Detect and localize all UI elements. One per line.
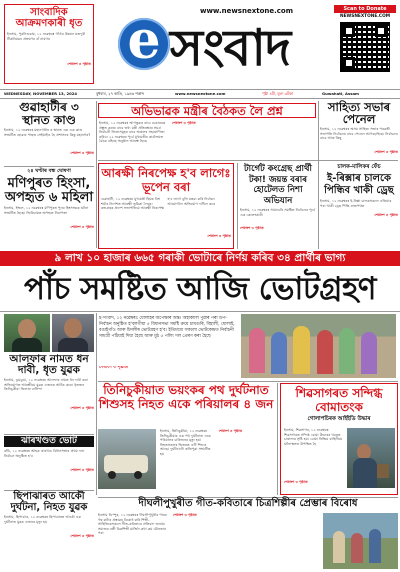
left-story-1-more[interactable]: শেষাংশ ৩ পৃষ্ঠাত — [70, 151, 94, 156]
qr-code-icon[interactable] — [340, 22, 390, 72]
dighalipukhuri-story — [98, 499, 398, 571]
jharkhand-text: ৰাঁচি, ১২ নৱেম্বৰঃ আহক ঝাৰখণ্ড বিধানসভাৰ প্ৰথম দফা নিৰ্বাচন অনুষ্ঠিত হ'ব — [4, 449, 85, 459]
police-story-text: গুৱাহাটী, ১২ নৱেম্বৰঃ মুখ্যমন্ত্ৰী হিমন্ত বিশ্ব শৰ্মাৰ নিৰ্দেশত আৰক্ষী ভূমিকা লৈছে। কংগ্ৰেছৰ প্ৰদেশ সভাপতিয়ে আৰক্ষী নিৰপেক্ষ হ'ব লাগে বুলি মন্তব্য কৰি নিৰ্বাচন আয়োগলৈ অভিযোগ দাখিল কৰে — [101, 197, 215, 211]
lead-headline[interactable]: পাঁচ সমষ্টিত আজি ভোটগ্ৰহণ — [23, 271, 377, 307]
bomb-text: ইনসাম, শিৱসাগৰ, ১২ নৱেম্বৰঃ শিৱসাগৰত সন্দিগ্ধ বোমা উদ্ধাৰৰ খবৰত চাঞ্চল্যৰ সৃষ্টি হয়। বোমা নিষ্ক্ৰিয় বাহিনীয়ে ঘটনাস্থলত উপস্থিত হৈ — [284, 428, 343, 446]
right-top-title[interactable]: সাহিত্য সভাৰ পেনেল — [327, 100, 391, 127]
divider — [237, 163, 238, 249]
masthead-left-box — [4, 4, 94, 84]
police-story-more[interactable]: শেষাংশ ৩ পৃষ্ঠাত — [207, 234, 231, 238]
sipajhar-title[interactable]: ছিপাঝাৰত আকৌ দুৰ্ঘটনা, নিহত যুৱক — [10, 491, 88, 513]
dighalipukhuri-photo — [323, 513, 398, 569]
alfa-story-title[interactable]: আলফাৰ নামত ধন দাবী, ধৃত যুৱক — [9, 353, 89, 377]
jharkhand-more[interactable]: শেষাংশ ৩ পৃষ্ঠাত — [70, 468, 94, 473]
divider — [96, 313, 97, 495]
center-top-more[interactable]: শেষাংশ ৩ পৃষ্ঠাত — [172, 121, 196, 125]
police-story-title[interactable]: আৰক্ষী নিৰপেক্ষ হ'ব লাগেঃ ভূপেন বৰা — [101, 166, 231, 194]
accident-text: ইনসাম, তিনিচুকীয়া, ১২ নৱেম্বৰঃ তিনিচুকীয়াৰ এক পথ দুৰ্ঘটনাত একে পৰিয়ালৰ চাৰিজনৰ মৃত্যু হয়। নিহতসকলৰ ভিতৰত এটি শিশুও আছে। দুৰ্ঘটনাটো ৰাতিপুৱা সংঘটিত হয় — [160, 429, 211, 456]
target-story — [240, 164, 316, 249]
police-story-box — [98, 163, 234, 249]
divider — [277, 383, 278, 495]
voter-strip-text: ৯ লাখ ১০ হাজাৰ ৬৬৫ গৰাকী ভোটাৰে নিৰ্ণয় কৰিব ৩৪ প্ৰাৰ্থীৰ ভাগ্য — [54, 252, 346, 264]
dateline-date: WEDNESDAY, NOVEMBER 13, 2024 — [4, 91, 78, 96]
bomb-photo — [347, 428, 395, 488]
divider — [4, 434, 94, 435]
jharkhand-title[interactable]: ঝাৰখণ্ডত ভোট — [4, 436, 94, 447]
masthead-left-more[interactable]: শেষাংশ ৩ পৃষ্ঠাত — [67, 62, 91, 66]
masthead — [0, 0, 400, 86]
left-story-1-text: ইনসাম, ১২ নৱেম্বৰঃ মহানগৰীৰ ৩ স্থানত এক এক কাণ্ড সংঘটিত হোৱাৰ পাছত সেইয়াইও হৈ প্ৰশাসনৰ কিন্তু মহানগৰ? — [4, 128, 91, 137]
bomb-story — [280, 383, 398, 495]
dateline-assamese-date: বুধবাৰ, ২৭ কাতি, ১৯৪৬ শকাব্দ — [96, 91, 144, 96]
alfa-story-text: ইনসাম, ডুমডুমা, ১২ নৱেম্বৰঃ আলফাৰ নামত ধন দাবী কৰা অভিযোগত আৰক্ষীয়ে যুৱক এজনক আটক কৰে। ধৃতজন তিনিচুকীয়া জিলাৰ বাসিন্দা — [4, 378, 88, 392]
left-story-1-title[interactable]: গুৱাহাটীৰ ৩ স্থানত কাণ্ড — [19, 100, 79, 127]
divider — [98, 381, 398, 382]
dateline-place: Guwahati, Assam — [322, 91, 360, 96]
divider — [318, 101, 319, 165]
bomb-subtitle: গোলাপচিৰক আইইডি উদ্ধাৰ — [307, 416, 371, 422]
sipajhar-text: ইনসাম, ছিপাঝাৰ, ১২ নৱেম্বৰঃ ছিপাঝাৰত আকৌ এক দুৰ্ঘটনাত যুৱক এজনৰ মৃত্যু হয় — [4, 515, 82, 524]
jharkhand-story — [4, 436, 94, 488]
masthead-website[interactable]: www.newsnextone.com — [200, 7, 294, 15]
divider — [318, 163, 319, 249]
target-story-more[interactable]: শেষাংশ ৩ পৃষ্ঠাত — [240, 226, 264, 230]
bomb-body — [284, 428, 344, 490]
center-top-body — [99, 121, 315, 155]
erickshaw-text: ইনসাম, ১২ নৱেম্বৰঃ ই-ৰিক্সা চালকসকলে এতিয়াৰ পৰা খাকী ড্ৰেছ পিন্ধি ৰাজপথত — [320, 199, 392, 208]
lead-text: ই-সংবাদ, ১২ নৱেম্বৰঃ ধোলাইৰ অপেক্ষাৰ অন্ত। অহাকালি পুৱাৰ পৰা উপ-নিৰ্বাচন অনুষ্ঠিত হ'বলগীয়া ৫ বিধানসভা সমষ্টি ক্ৰমে চামগুৰি, বিহালী, ধোলাই, বঙাইগাঁও আৰু চিদলীৰ ভোটগ্ৰহণ হ'ব। ইতিমধ্যে সকলো ভোটকেন্দ্ৰত নিৰ্বাচনী সামগ্ৰী পঠিয়াই দিয়া হৈছে আৰু মুঠ ৫ পলিং দল প্ৰেৰণ কৰা হৈছে — [99, 316, 235, 339]
center-banner-text: অভিভাৱক মন্ত্ৰীৰ বৈঠকত লৈ প্ৰশ্ন — [131, 104, 283, 118]
right-top-story — [320, 101, 398, 165]
alfa-photo-2 — [52, 314, 94, 352]
center-top-text: ইনসাম, ১২ নৱেম্বৰঃ আগন্তুকৰ বাবে চেকাৰৰক প্ৰস্তুত কৰাৰ বাবে তথ্য মন্ত্ৰী প্ৰতিৰক্ষাৰ সমগ্ৰ নিৰ্বাচনী জিলাসমূহৰ বাবে অঞ্চলৰ সহযোগিতা কৰিব। ২২ নৱেম্বৰৰ পূৰ্বে মুখ্যমন্ত্ৰীৰ কাৰ্যালয়ত বৈঠক বহিছে অনুষ্ঠান আৰম্ভ হৈছে — [99, 121, 166, 144]
divider — [96, 101, 97, 248]
donate-site: NEWSNEXTONE.COM — [339, 14, 391, 19]
erickshaw-title[interactable]: ই-ৰিক্সাৰ চালকে পিন্ধিব খাকী ড্ৰেছ — [324, 173, 394, 196]
voter-strip[interactable] — [0, 251, 400, 266]
erickshaw-more[interactable]: শেষাংশ ৩ পৃষ্ঠাত — [374, 213, 398, 217]
dateline-pages: পৃষ্ঠা ৪টা, মূল্য ৩টকা — [262, 91, 293, 96]
bomb-title[interactable]: শিৱসাগৰত সন্দিগ্ধ বোমাতংক — [295, 386, 383, 414]
left-story-1 — [4, 101, 94, 165]
left-story-2-text: ইনসাম, ইম্ফল, ১২ নৱেম্বৰঃ মণিপুৰত পুনৰ হিংসাত্মক ঘটনা সংঘটিত হৈছে। জিৰিবামত অপহৃত নিৰাপত্তা — [4, 206, 89, 215]
bomb-more[interactable]: শেষাংশ ৩ পৃষ্ঠাত — [284, 480, 308, 484]
masthead-left-text: ইনসাম, পুৰনিগুৱাম, ১২ নৱেম্বৰঃ গাঁওঁৰ উন্নয়ন মজদুৰী টিকনিয়মন প্ৰক্ৰমণৰ বাঁ নামগৰ — [7, 32, 86, 41]
dighalipukhuri-text: ইনসাম ডিস্পুৰ, ১২ নৱেম্বৰঃ দীঘলীপুখুৰীৰ পাৰৰ গছ কটাৰ প্ৰস্তাৱৰ বিৰোধ কৰি শিল্পী-সাহিত্যিকসকলে গীত-কবিতাৰে প্ৰতিবাদ জনায়। সমাজৰ বৰ্তী চিত্ৰশিল্পী মাৰ্জিন কথা কয় মৌনতাৰ পৰা — [98, 513, 167, 536]
alfa-photo — [4, 314, 50, 352]
erickshaw-story — [320, 164, 398, 249]
donate-label: Scan to Donate — [334, 5, 396, 13]
divider — [4, 166, 94, 167]
dighalipukhuri-body — [98, 513, 320, 569]
erickshaw-kicker: চালক-মালিকৰ ফেঁচ — [337, 164, 381, 170]
accident-photo — [98, 429, 156, 489]
dighalipukhuri-more[interactable]: শেষাংশ ৩ পৃষ্ঠাত — [173, 513, 197, 517]
accident-story — [98, 383, 274, 495]
alfa-story — [4, 354, 94, 432]
lead-more[interactable]: শেষাংশ ৩ পৃষ্ঠাত — [99, 366, 128, 370]
sipajhar-more[interactable]: শেষাংশ ৩ পৃষ্ঠাত — [70, 534, 94, 538]
dateline-web: www.newsnextone.com — [175, 91, 226, 96]
accident-body — [160, 429, 274, 491]
accident-title[interactable]: তিনিচুকীয়াত ভয়ংকৰ পথ দুৰ্ঘটনাত শিশুসহ নিহত একে পৰিয়ালৰ ৪ জন — [98, 383, 274, 411]
divider — [0, 311, 400, 312]
right-top-text: ইনসাম, ১২ নৱেম্বৰঃ অসম সাহিত্য সভাৰ পৰৱৰ্তী সভাপতি নিৰ্বাচনৰ বাবে পেনেল আগবঢ়াইছে। নিৰ্বাচনৰ বাবে আৰু কিছু — [320, 127, 398, 141]
left-story-2-title[interactable]: মণিপুৰত হিংসা, অপহৃত ৬ মহিলা — [4, 176, 94, 205]
divider — [98, 160, 398, 161]
masthead-title: সংবাদ — [170, 19, 291, 77]
logo-letter: e — [127, 10, 161, 71]
dateline — [0, 89, 400, 99]
polling-photo — [241, 314, 396, 378]
right-top-more[interactable]: শেষাংশ ৩ পৃষ্ঠাত — [374, 150, 398, 155]
alfa-story-more[interactable]: শেষাংশ ৩ পৃষ্ঠাত — [70, 406, 94, 411]
lead-body — [99, 316, 239, 376]
accident-more[interactable]: শেষাংশ ৩ পৃষ্ঠাত — [218, 429, 243, 433]
target-story-text: ইনসাম, ১২ নৱেম্বৰঃ সামাগুৰি সমষ্টিত নিৰ্বাচনৰ পূৰ্বে এক কেলেংকাৰী — [240, 208, 315, 217]
target-story-title[interactable]: টাৰ্গেট কংগ্ৰেছ প্ৰাৰ্থী টকা! জয়ন্ত বৰাৰ হোটেলত নিশা অভিযান — [244, 164, 312, 206]
left-story-2-kicker: ২৪ ঘণ্টাৰ বন্ধ ঘোষণা — [27, 168, 71, 174]
dighalipukhuri-title[interactable]: দীঘলীপুখুৰীত গীত-কবিতাৰে চিত্ৰশিল্পীৰ প্ৰেম্ভাৰ বিৰোধ — [138, 498, 358, 509]
sipajhar-story — [4, 492, 94, 570]
masthead-left-title: সাংবাদিক আক্ৰমণকাৰী ধৃত — [15, 7, 83, 29]
left-story-2-more[interactable]: শেষাংশ ৩ পৃষ্ঠাত — [70, 225, 94, 230]
center-banner[interactable] — [98, 103, 316, 118]
left-story-2 — [4, 168, 94, 248]
